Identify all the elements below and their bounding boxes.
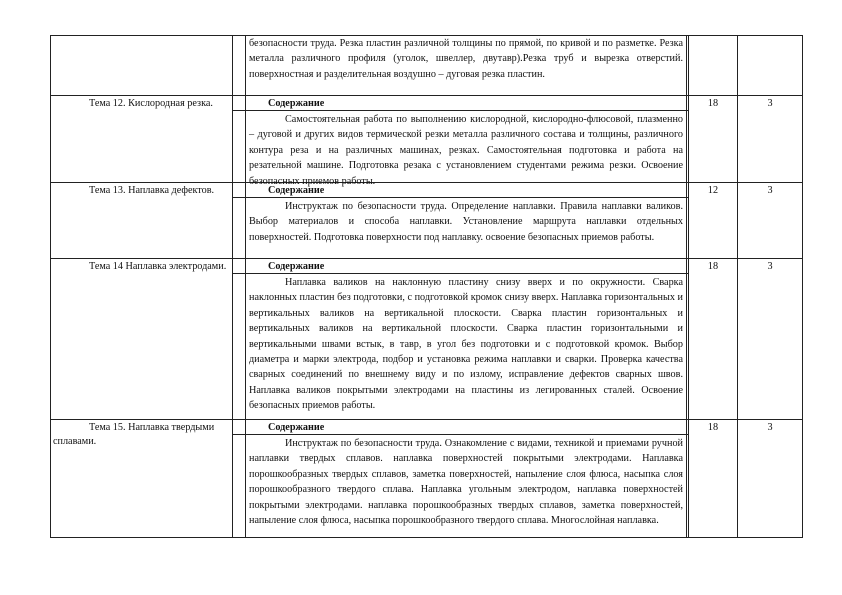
table-right-border <box>802 35 803 538</box>
row-description: Инструктаж по безопасности труда. Определение наплавки. Правила наплавки валиков. Выбор материалов и способа наплавки. Установление маршрута наплавки отдельных поверхностей. Подготовка поверхности под наплавку. освоение безопасных приемов работы. <box>249 201 683 243</box>
hours-value: 18 <box>707 98 719 109</box>
topic-title-15: Тема 15. Наплавка твердыми сплавами. <box>53 422 215 447</box>
hours-value: 18 <box>707 422 719 433</box>
content-heading: Содержание <box>268 261 325 272</box>
row-separator-3 <box>50 258 802 259</box>
row-description: Наплавка валиков на наклонную пластину снизу вверх и по окружности. Сварка наклонных пластин без подготовки, с подготовкой кромок снизу вверх. Наплавка горизонтальных и вертикальных валиков на вертикальной плоскости. Сварка пластин горизонтальных и вертикальных валиков на вертикальной плоскости. Сварка пластин горизонтальными и вертикальными швами встык, в тавр, в угол без подготовки и с подготовкой кромок. Выбор диаметра и марки электрода, подбор и установка режима наплавки и сварки. Проверка качества сварных соединений по внешнему виду и по излому, исправление дефектов сварных швов. Наплавка валиков покрытыми электродами на пластины из легированных сталей. Освоение безопасных приемов работы. <box>249 277 683 412</box>
content-heading: Содержание <box>268 98 325 109</box>
hours-value: 18 <box>707 261 719 272</box>
topic-title-12: Тема 12. Кислородная резка. <box>89 98 213 109</box>
level-value: 3 <box>767 422 773 433</box>
row-description: безопасности труда. Резка пластин различной толщины по прямой, по кривой и по разметке. Резка металла различного профиля (уголок, швеллер, двутавр).Резка труб и вырезка отверстий. поверхностная и разделительная воздушно – дуговая резка пластин. <box>249 38 683 80</box>
topic-title-14: Тема 14 Наплавка электродами. <box>89 261 227 272</box>
level-value: 3 <box>767 98 773 109</box>
level-value: 3 <box>767 185 773 196</box>
row-separator-4 <box>50 419 802 420</box>
row-separator-1 <box>50 95 802 96</box>
level-value: 3 <box>767 261 773 272</box>
content-heading: Содержание <box>268 422 325 433</box>
row-description: Самостоятельная работа по выполнению кислородной, кислородно-флюсовой, плазменно – дуговой и других видов термической резки металла различного состава и толщины, различного контура реза и на различных машинах, резках. Самостоятельная подготовка и работа на резательной машине. Подготовка резака с установлением студентами режима резки. Освоение безопасных приемов работы. <box>249 114 683 187</box>
content-heading: Содержание <box>268 185 325 196</box>
row-description: Инструктаж по безопасности труда. Ознакомление с видами, техникой и приемами ручной наплавки твердых сплавов. наплавка поверхностей покрытыми электродами. Наплавка порошкообразных твердых сплавов, заметка поверхностей, напыление слоя флюса, насыпка слоя порошкообразного твердого сплава. Наплавка угольным электродом, наплавка поверхностей покрытыми электродами. наплавка порошкообразных твердых сплавов, заметка поверхностей, напыление слоя флюса, насыпка порошкообразного твердого сплава. Многослойная наплавка. <box>249 438 683 527</box>
topic-title-13: Тема 13. Наплавка дефектов. <box>89 185 215 196</box>
table-left-border <box>50 35 51 538</box>
hours-value: 12 <box>707 185 719 196</box>
table-bottom-border <box>50 537 802 538</box>
